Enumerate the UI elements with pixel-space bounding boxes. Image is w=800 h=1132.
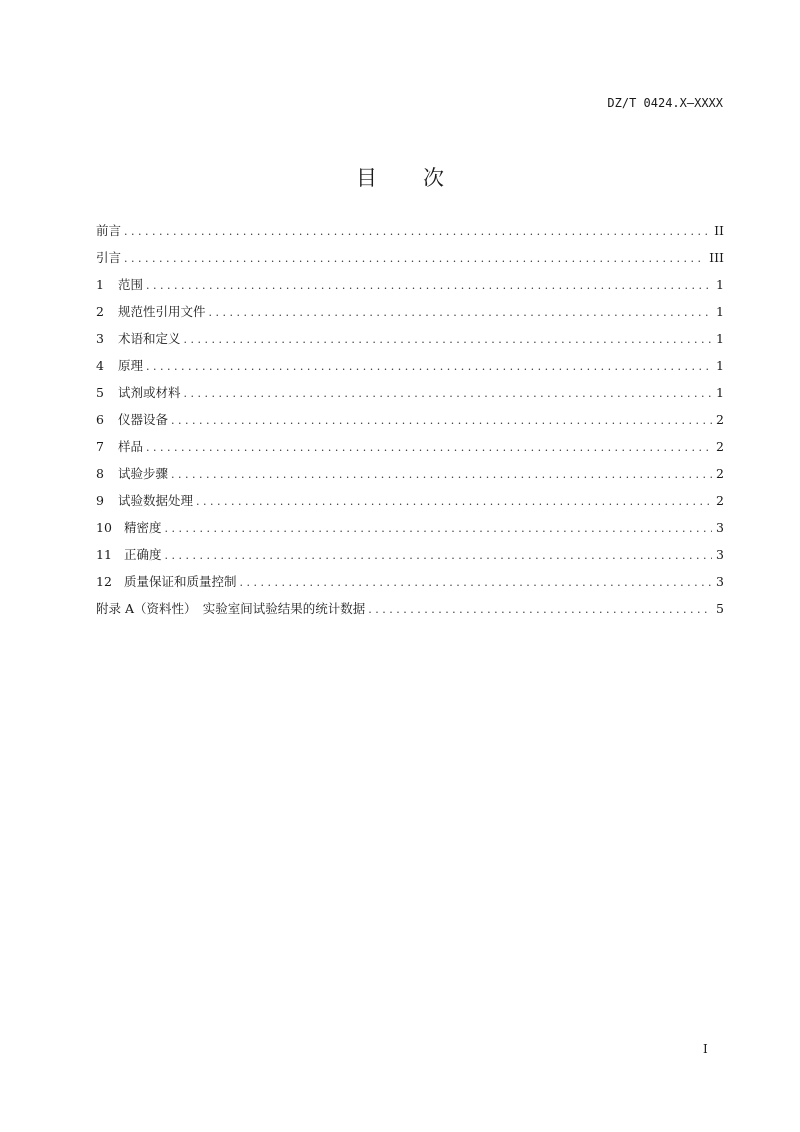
toc-page: 5: [716, 601, 724, 616]
toc-label: 规范性引用文件: [118, 304, 206, 319]
dot-leader: [165, 522, 713, 535]
toc-number: 12: [96, 574, 112, 589]
dot-leader: [171, 468, 712, 481]
toc-number: 1: [96, 277, 104, 292]
toc-number: 7: [96, 439, 104, 454]
toc-entry-7[interactable]: [96, 437, 724, 464]
toc-entry-5[interactable]: [96, 383, 724, 410]
toc-label: 仪器设备: [118, 412, 169, 427]
toc-page: 2: [716, 493, 724, 508]
toc-entry-12[interactable]: [96, 572, 724, 599]
toc-label: 样品: [118, 439, 144, 454]
toc-entry-6[interactable]: [96, 410, 724, 437]
toc-number: 6: [96, 412, 104, 427]
toc-label: 原理: [118, 358, 144, 373]
toc-entry-1[interactable]: [96, 275, 724, 302]
dot-leader: [209, 306, 713, 319]
toc-page: 1: [716, 304, 724, 319]
toc-page: 3: [716, 547, 724, 562]
toc-page: 2: [716, 439, 724, 454]
toc-entry-9[interactable]: [96, 491, 724, 518]
toc-entry-introduction[interactable]: [96, 248, 724, 275]
toc-label: 前言: [96, 223, 122, 238]
toc-page: 1: [716, 331, 724, 346]
dot-leader: [184, 387, 713, 400]
dot-leader: [124, 225, 710, 238]
dot-leader: [171, 414, 712, 427]
toc-number: 3: [96, 331, 104, 346]
toc-number: 2: [96, 304, 104, 319]
toc-label: 试验数据处理: [118, 493, 194, 508]
page-title: [0, 162, 800, 192]
footer-page-number: I: [703, 1042, 708, 1056]
toc-page: III: [709, 250, 724, 265]
dot-leader: [184, 333, 713, 346]
toc-page: 2: [716, 466, 724, 481]
toc-page: 3: [716, 520, 724, 535]
table-of-contents: [96, 221, 724, 626]
toc-entry-11[interactable]: [96, 545, 724, 572]
dot-leader: [196, 495, 712, 508]
title-char-2: 次: [423, 166, 444, 190]
dot-leader: [368, 603, 712, 616]
toc-page: 3: [716, 574, 724, 589]
toc-entry-appendix-a[interactable]: [96, 599, 724, 626]
dot-leader: [124, 252, 705, 265]
toc-page: 1: [716, 385, 724, 400]
dot-leader: [240, 576, 713, 589]
toc-entry-10[interactable]: [96, 518, 724, 545]
toc-number: 4: [96, 358, 104, 373]
toc-number: 9: [96, 493, 104, 508]
toc-label: 引言: [96, 250, 122, 265]
toc-label: 术语和定义: [118, 331, 181, 346]
toc-label: 试剂或材料: [118, 385, 181, 400]
toc-entry-2[interactable]: [96, 302, 724, 329]
toc-page: II: [714, 223, 724, 238]
dot-leader: [165, 549, 713, 562]
toc-label: 精密度: [124, 520, 162, 535]
toc-number: 10: [96, 520, 112, 535]
dot-leader: [146, 441, 712, 454]
toc-page: 1: [716, 358, 724, 373]
toc-page: 2: [716, 412, 724, 427]
dot-leader: [146, 279, 712, 292]
toc-entry-3[interactable]: [96, 329, 724, 356]
toc-label: 正确度: [124, 547, 162, 562]
toc-number: 8: [96, 466, 104, 481]
toc-number: 11: [96, 547, 112, 562]
toc-label: 质量保证和质量控制: [124, 574, 237, 589]
toc-entry-4[interactable]: [96, 356, 724, 383]
toc-entry-8[interactable]: [96, 464, 724, 491]
toc-number: 5: [96, 385, 104, 400]
toc-label: 试验步骤: [118, 466, 169, 481]
toc-label: 范围: [118, 277, 144, 292]
title-char-1: 目: [356, 166, 377, 190]
dot-leader: [146, 360, 712, 373]
document-code: DZ/T 0424.X—XXXX: [607, 96, 723, 110]
toc-entry-foreword[interactable]: [96, 221, 724, 248]
toc-page: 1: [716, 277, 724, 292]
toc-label: 附录 A（资料性） 实验室间试验结果的统计数据: [96, 601, 366, 616]
